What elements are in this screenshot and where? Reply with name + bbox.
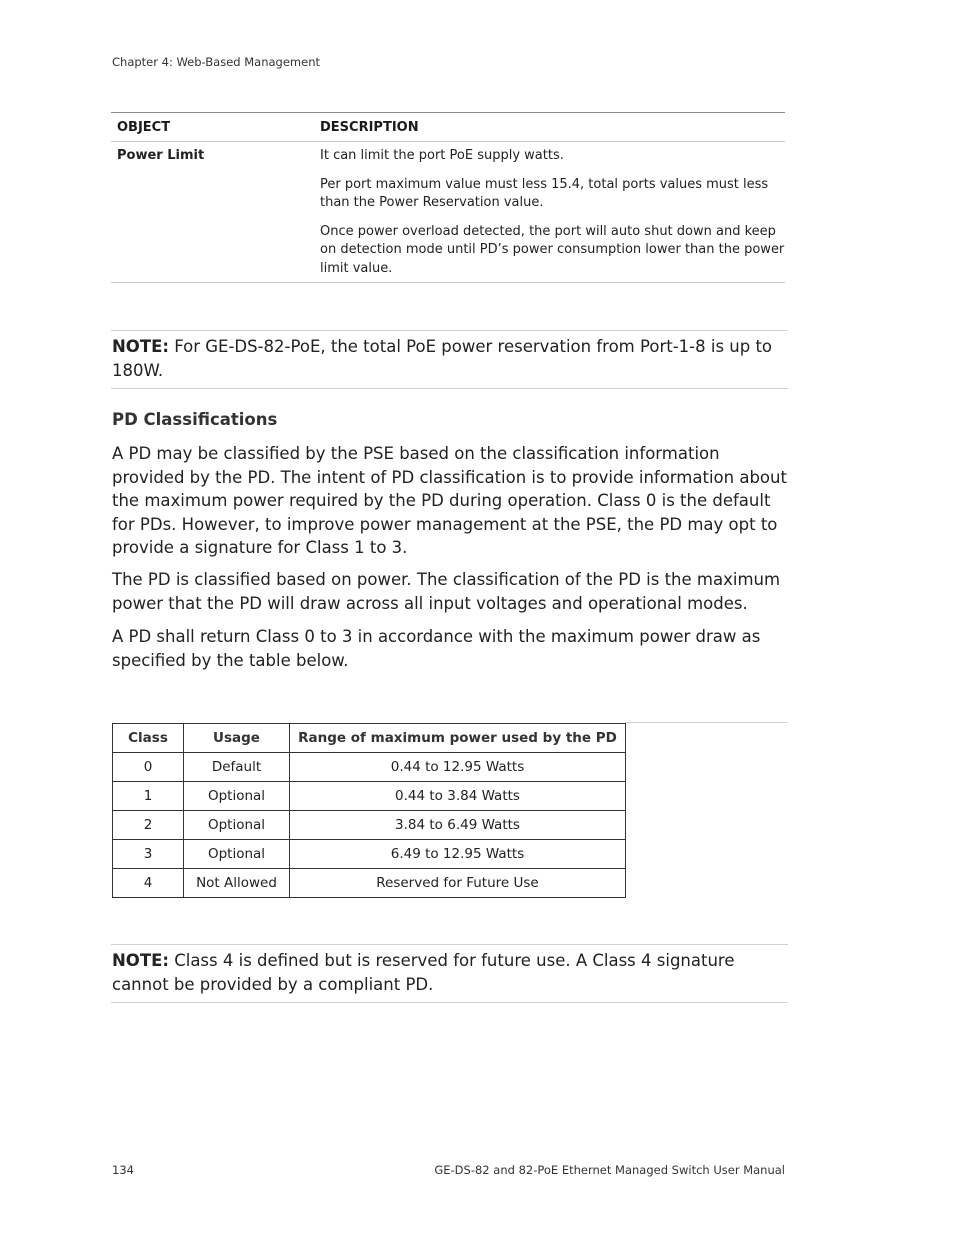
note-text: For GE-DS-82-PoE, the total PoE power reservation from Port-1-8 is up to 180W. bbox=[112, 337, 773, 380]
pd-class-table bbox=[112, 723, 626, 898]
usage-cell: Not Allowed bbox=[184, 869, 290, 898]
table-row bbox=[113, 753, 626, 782]
usage-cell: Optional bbox=[184, 811, 290, 840]
object-name: Power Limit bbox=[111, 142, 320, 283]
class-cell: 0 bbox=[113, 753, 184, 782]
range-cell: 0.44 to 3.84 Watts bbox=[290, 782, 626, 811]
table-row bbox=[113, 869, 626, 898]
table-header-row bbox=[113, 724, 626, 753]
range-cell: Reserved for Future Use bbox=[290, 869, 626, 898]
divider bbox=[625, 722, 788, 723]
column-header-range: Range of maximum power used by the PD bbox=[290, 724, 626, 753]
class-cell: 1 bbox=[113, 782, 184, 811]
column-header-usage: Usage bbox=[184, 724, 290, 753]
class-cell: 2 bbox=[113, 811, 184, 840]
usage-cell: Optional bbox=[184, 782, 290, 811]
table-row bbox=[111, 142, 785, 283]
note-power-reservation bbox=[111, 330, 788, 389]
column-header-class: Class bbox=[113, 724, 184, 753]
class-cell: 4 bbox=[113, 869, 184, 898]
page-number: 134 bbox=[112, 1163, 134, 1177]
description-line: Once power overload detected, the port will auto shut down and keep on detection mode until PD’s power consumption lower than the power limit value. bbox=[320, 223, 785, 276]
note-text: Class 4 is defined but is reserved for future use. A Class 4 signature cannot be provided by a compliant PD. bbox=[112, 951, 735, 994]
usage-cell: Optional bbox=[184, 840, 290, 869]
manual-title: GE-DS-82 and 82-PoE Ethernet Managed Switch User Manual bbox=[434, 1163, 785, 1177]
note-label: NOTE: bbox=[112, 951, 169, 970]
object-description-table bbox=[111, 112, 785, 283]
usage-cell: Default bbox=[184, 753, 290, 782]
description-line: Per port maximum value must less 15.4, total ports values must less than the Power Reservation value. bbox=[320, 176, 769, 210]
range-cell: 0.44 to 12.95 Watts bbox=[290, 753, 626, 782]
column-header-object: OBJECT bbox=[111, 113, 320, 142]
table-row bbox=[113, 782, 626, 811]
table-row bbox=[113, 840, 626, 869]
note-label: NOTE: bbox=[112, 337, 169, 356]
table-row bbox=[113, 811, 626, 840]
paragraph: The PD is classified based on power. The classification of the PD is the maximum power that the PD will draw across all input voltages and operational modes. bbox=[112, 570, 781, 613]
class-cell: 3 bbox=[113, 840, 184, 869]
note-class-4 bbox=[111, 944, 788, 1003]
object-description bbox=[320, 142, 785, 283]
running-header: Chapter 4: Web-Based Management bbox=[112, 55, 321, 69]
paragraph: A PD shall return Class 0 to 3 in accordance with the maximum power draw as specified by the table below. bbox=[112, 627, 761, 670]
section-title: PD Classifications bbox=[112, 410, 278, 429]
description-line: It can limit the port PoE supply watts. bbox=[320, 148, 564, 163]
table-header-row bbox=[111, 113, 785, 142]
paragraph: A PD may be classified by the PSE based on the classification information provided by the PD. The intent of PD classification is to provide information about the maximum power required by the PD during operation. Class 0 is the default for PDs. However, to improve power management at the PSE, the PD may opt to provide a signature for Class 1 to 3. bbox=[112, 444, 787, 557]
range-cell: 6.49 to 12.95 Watts bbox=[290, 840, 626, 869]
range-cell: 3.84 to 6.49 Watts bbox=[290, 811, 626, 840]
column-header-description: DESCRIPTION bbox=[320, 113, 785, 142]
